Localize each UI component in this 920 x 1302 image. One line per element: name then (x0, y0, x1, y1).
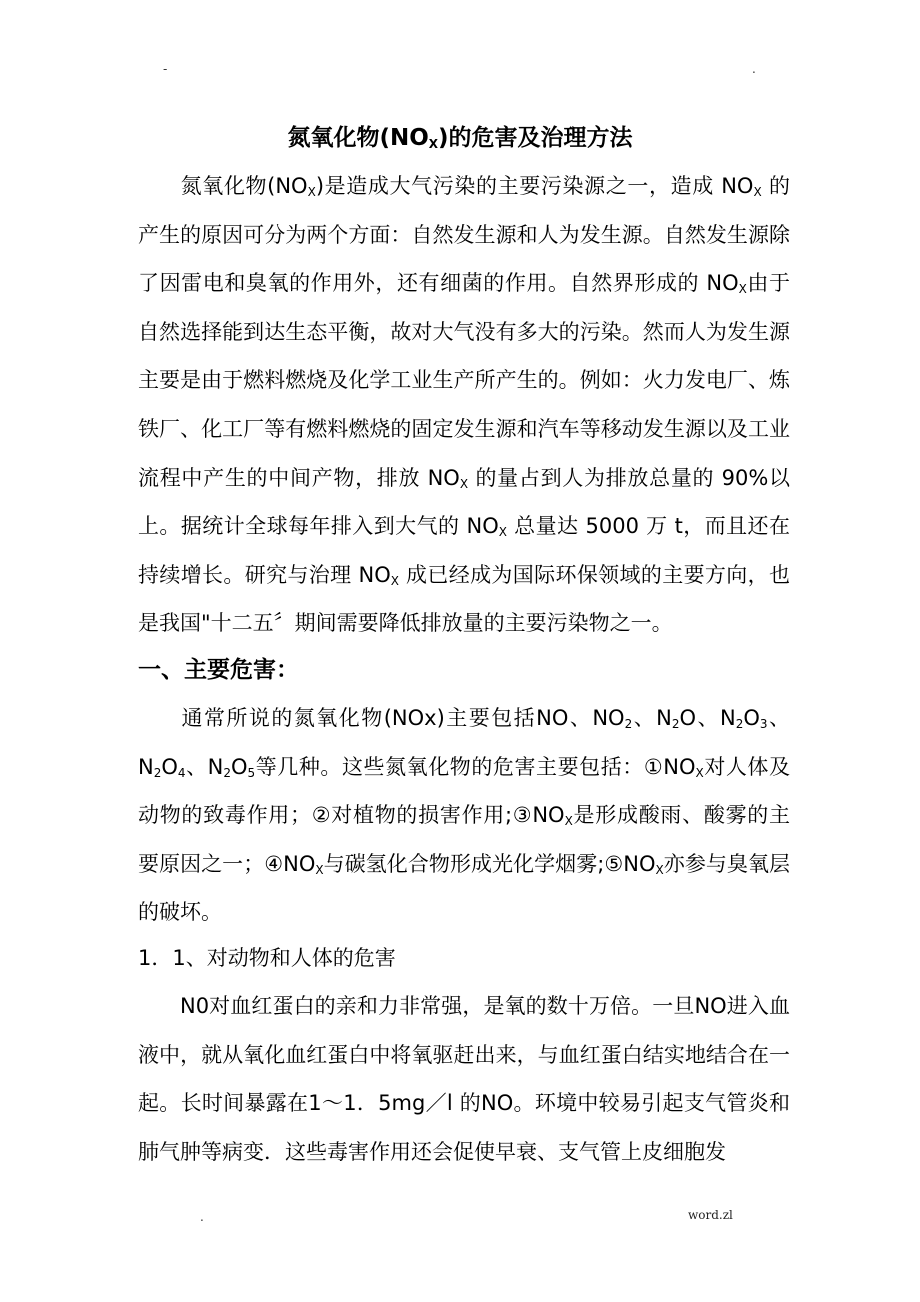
document-title: 氮氧化物$(NO_X)$的危害及治理方法 (287, 125, 633, 151)
hazards-paragraph: 通常所说的氮氧化物(NOx)主要包括NO、$NO_2$、$N_2O$、$N_2O_3$、$N_2O_4$、$N_2O_5$等几种。这些氮氧化物的危害主要包括：$①NO_X$对人体及动物的致毒作用；②对植物的损害作用$;③NO_X$是形成酸雨、酸雾的主要原因之一；$④NO_X$与碳氢化合物形成光化学烟雾$;⑤NO_X$亦参与臭氧层的破坏。 (138, 706, 791, 925)
subsection-heading-animal-human: 1．1、对动物和人体的危害 (138, 946, 396, 970)
intro-paragraph: 氮氧化物$(NO_X)$是造成大气污染的主要污染源之一，造成 $NO_X$ 的产生的原因可分为两个方面：自然发生源和人为发生源。自然发生源除了因雷电和臭氧的作用外，还有细菌的作用。自然界形成的 $NO_X$由于自然选择能到达生态平衡，故对大气没有多大的污染。然而人为发生源主要是由于燃料燃烧及化学工业生产所产生的。例如：火力发电厂、炼铁厂、化工厂等有燃料燃烧的固定发生源和汽车等移动发生源以及工业流程中产生的中间产物，排放 $NO_X$ 的量占到人为排放总量的 90%以上。据统计全球每年排入到大气的 $NO_X$ 总量达 5000 万 t，而且还在持续增长。研究与治理 $NO_X$ 成已经成为国际环保领域的主要方向，也是我国"十二五〞期间需要降低排放量的主要污染物之一。 (138, 174, 791, 636)
footer-dot: . (200, 1210, 204, 1224)
animal-human-paragraph: N0对血红蛋白的亲和力非常强，是氧的数十万倍。一旦NO进入血液中，就从氧化血红蛋白中将氧驱赶出来，与血红蛋白结实地结合在一起。长时间暴露在1～1．5mg／l 的NO。环境中较易引起支气管炎和肺气肿等病变．这些毒害作用还会促使早衰、支气管上皮细胞发 (138, 994, 790, 1164)
header-left-mark: - (163, 62, 168, 76)
section-heading-main-hazards: 一、主要危害： (138, 657, 299, 683)
header-right-mark: . (752, 62, 756, 76)
footer-text: word.zl (688, 1208, 733, 1222)
